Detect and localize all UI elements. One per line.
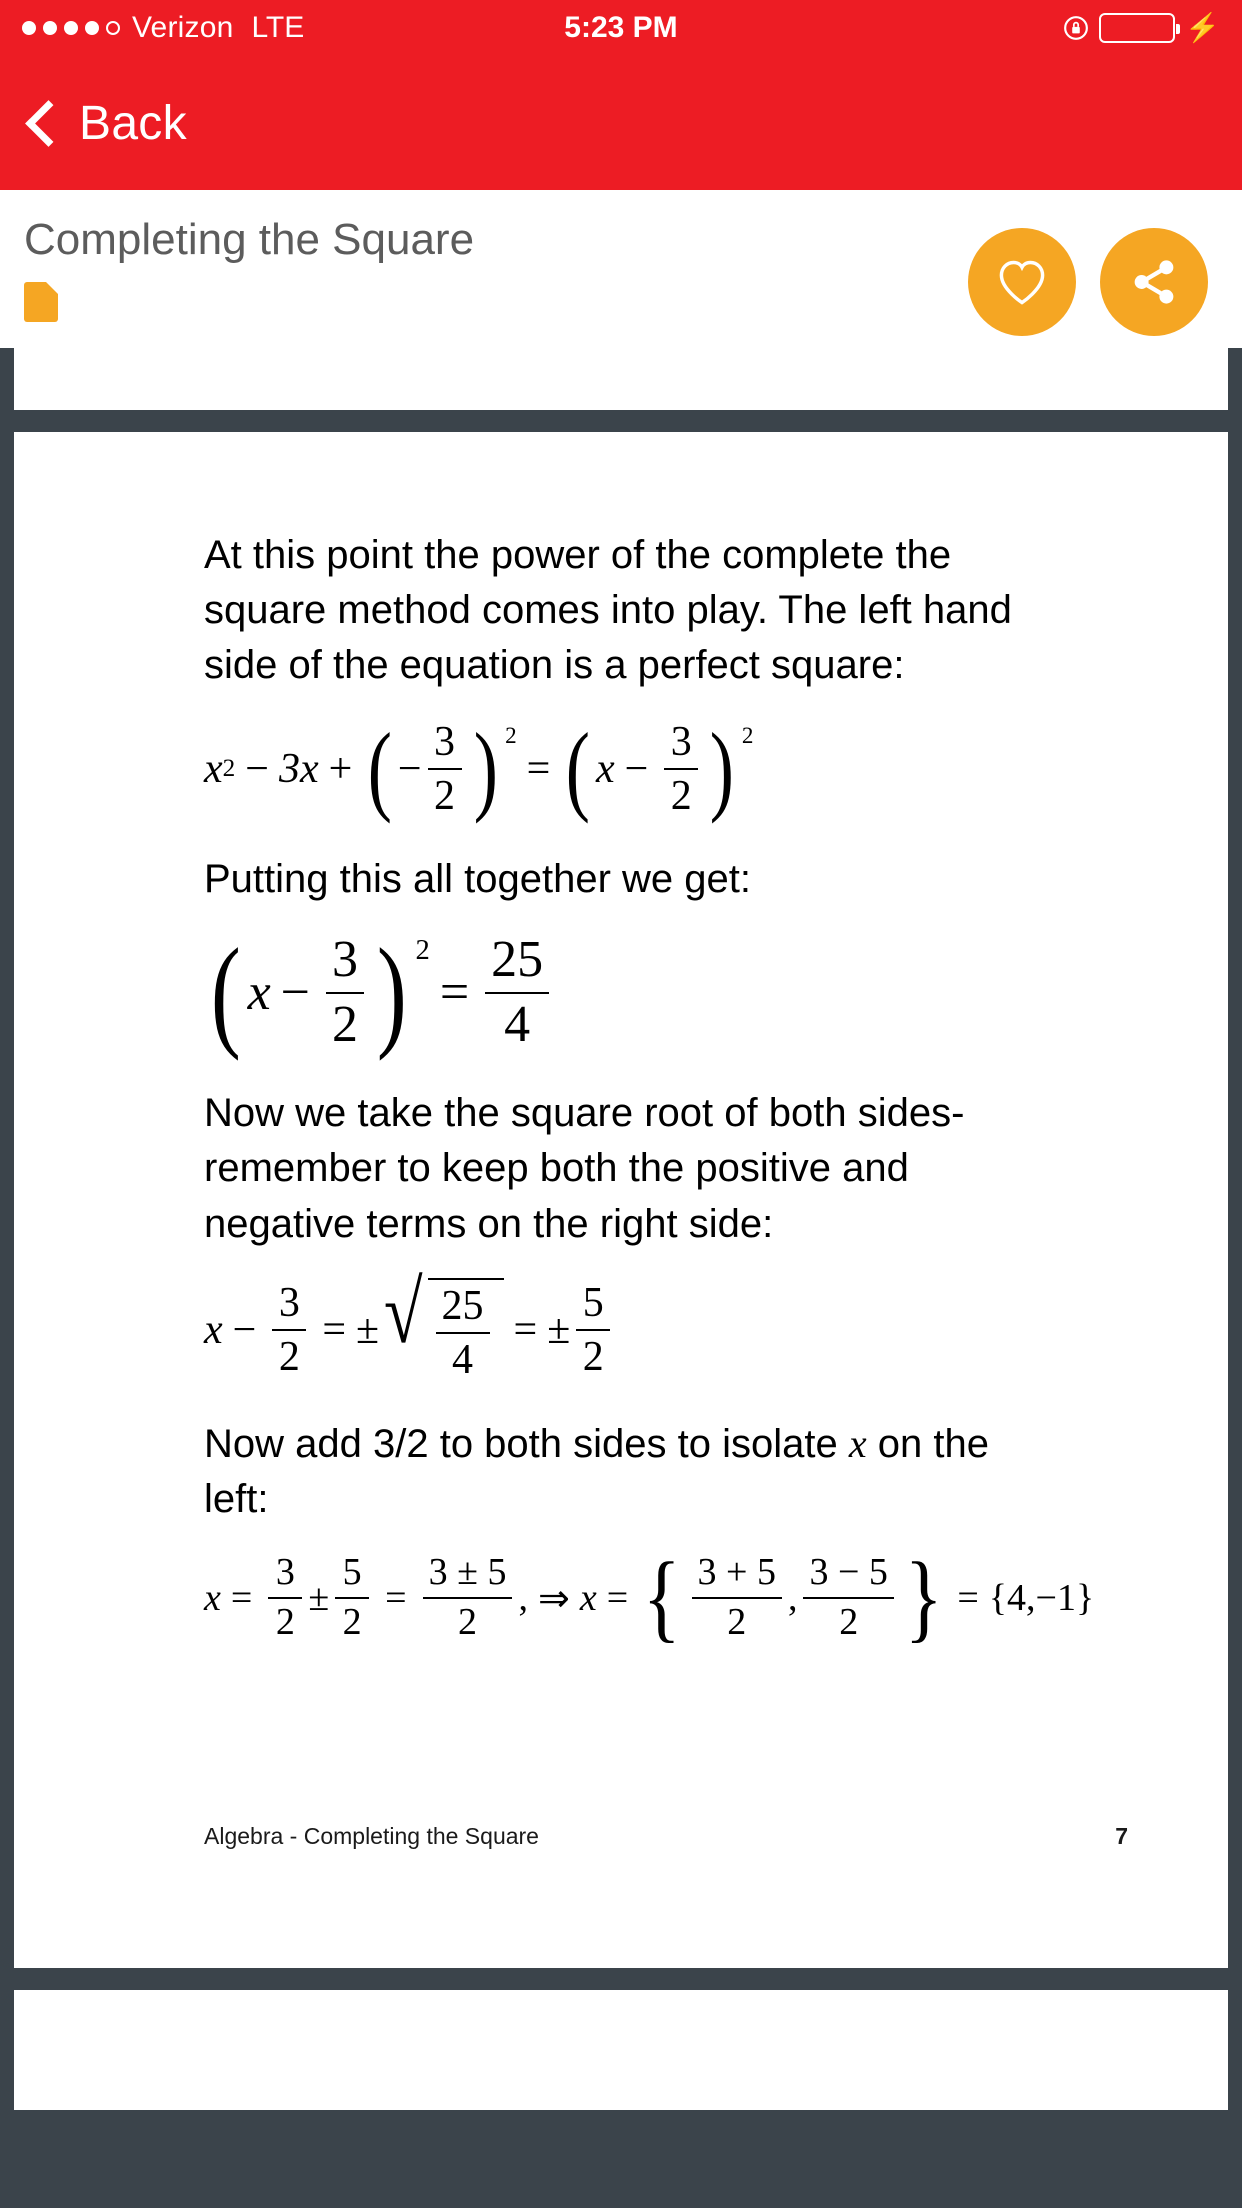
eq3-equals-2: = [513,1306,538,1353]
eq1-close-paren-2: ) [709,712,735,825]
lock-rotation-icon [1063,15,1089,41]
status-clock: 5:23 PM [564,11,678,44]
eq1-rhs-var: x [595,745,615,792]
eq4-set-f1-num: 3 + 5 [697,1551,776,1594]
eq4-f3-num: 3 ± 5 [428,1551,507,1594]
eq1-rhs-minus: − [624,745,649,792]
eq3-f1-num: 3 [278,1279,300,1326]
eq2-equals: = [439,964,470,1022]
status-bar [0,0,1242,56]
document-reader[interactable] [0,348,1242,2208]
back-button-label: Back [79,96,187,150]
eq4-result: {4,−1} [988,1577,1095,1620]
eq2-var: x [247,964,271,1022]
navigation-bar [0,56,1242,190]
equation-2 [204,923,1128,1062]
paragraph-3: Now we take the square root of both sides- remember to keep both the positive and negative terms on the right side: [204,1091,965,1246]
lightning-bolt-icon: ⚡ [1185,12,1220,43]
eq3-fraction-2 [576,1281,610,1379]
equation-4 [204,1542,1128,1652]
eq3-equals-1: = [322,1306,347,1353]
signal-strength-icon [22,21,120,35]
favorite-button[interactable] [968,228,1076,336]
equation-3 [204,1263,1128,1383]
paragraph-4-part1: Now add 3/2 to both sides to isolate [204,1421,849,1466]
eq1-frac2-den: 2 [670,772,692,819]
eq4-open-brace: { [642,1542,681,1652]
next-page-edge [14,1990,1228,2110]
eq1-open-paren-2: ( [566,712,591,825]
eq2-minus: − [280,964,310,1022]
eq3-plusminus-2: ± [547,1306,571,1353]
eq3-plusminus-1: ± [356,1306,380,1353]
paragraph-2: Putting this all together we get: [204,856,751,901]
eq4-set-comma: , [787,1577,798,1620]
eq4-f2-num: 5 [342,1551,362,1594]
eq2-rhs-den: 4 [504,995,531,1053]
network-type: LTE [251,11,305,44]
page-title: Completing the Square [24,215,475,264]
battery-icon [1099,13,1175,43]
eq1-frac1-den: 2 [434,772,456,819]
equation-1: x 2 − 3x + ( − $\frac{3}{2}$ ) 2 = ( x − $\frac{3}{2}$ ) 2 [204,712,754,825]
eq4-set-fraction-1 [692,1553,782,1643]
eq4-equals-1: = [230,1577,253,1620]
document-page [14,432,1228,1968]
eq4-f1-den: 2 [275,1601,295,1644]
eq1-close-paren: ) [473,712,498,825]
eq3-f1-den: 2 [278,1333,300,1380]
eq4-set-f1-den: 2 [727,1601,747,1644]
eq3-fraction-1 [272,1281,306,1379]
paragraph-4-variable: x [848,1420,867,1466]
back-button[interactable] [24,96,187,151]
heart-icon [996,258,1048,306]
eq2-frac-num: 3 [331,930,358,988]
eq3-square-root [379,1263,503,1383]
eq4-equals-3: = [606,1577,629,1620]
eq2-rhs-fraction [485,930,549,1053]
eq3-root-num: 25 [441,1282,484,1329]
eq1-fraction-2 [664,720,698,818]
eq4-var: x [204,1577,221,1620]
eq1-power-1: 2 [505,721,517,748]
eq1-frac1-num: 3 [434,718,456,765]
eq3-root-den: 4 [452,1336,473,1383]
eq4-close-brace: } [904,1542,943,1652]
eq1-plus: + [328,745,353,792]
eq4-equals-4: = [957,1577,979,1620]
eq4-comma: , [518,1577,528,1620]
share-icon [1127,255,1181,309]
eq3-root-fraction [436,1284,490,1382]
eq4-f2-den: 2 [342,1601,362,1644]
eq1-term2: 3x [278,745,319,792]
eq4-set-f2-num: 3 − 5 [809,1551,888,1594]
eq2-open-paren: ( [210,923,241,1062]
eq4-implies: ⇒ [537,1577,570,1620]
paragraph-4-part2: on the left: [204,1421,989,1522]
carrier-name: Verizon [132,11,234,44]
share-button[interactable] [1100,228,1208,336]
eq1-frac1-sign: − [397,745,422,792]
chevron-left-icon [25,100,72,147]
document-title-bar [0,190,1242,348]
bookmark-book-icon[interactable] [24,282,58,322]
eq4-fraction-2 [335,1553,369,1643]
eq2-close-paren: ) [376,923,407,1062]
eq3-f2-den: 2 [582,1333,604,1380]
eq4-var-2: x [579,1577,597,1620]
eq1-power-2: 2 [741,721,754,748]
eq4-f1-num: 3 [275,1551,295,1594]
eq4-f3-den: 2 [458,1601,478,1644]
eq4-fraction-3 [423,1553,513,1643]
eq1-open-paren: ( [367,712,393,825]
eq3-f2-num: 5 [582,1279,604,1326]
paragraph-1: At this point the power of the complete the square method comes into play. The left hand side of the equation is a perfect square: [204,533,1012,688]
eq4-equals-2: = [385,1577,407,1620]
eq1-minus: − [245,745,269,792]
eq2-rhs-num: 25 [491,930,544,988]
carrier-group [22,11,304,45]
footer-page-number: 7 [1115,1823,1128,1849]
eq1-fraction-1 [428,720,462,818]
eq3-var: x [204,1306,223,1353]
footer-caption: Algebra - Completing the Square [204,1823,539,1849]
eq4-fraction-1 [268,1553,302,1643]
page-footer [204,1823,1128,1850]
eq1-lhs-var: x [204,745,223,792]
radical-sign-icon: √ [383,1263,423,1362]
eq4-set-f2-den: 2 [839,1601,859,1644]
eq2-frac-den: 2 [331,995,358,1053]
title-left-group [24,216,474,322]
eq3-minus: − [232,1306,257,1353]
eq2-power: 2 [415,934,430,966]
action-buttons [968,216,1208,336]
paragraph-4 [204,1416,1024,1527]
eq1-equals: = [526,745,551,792]
status-right-group [1063,13,1220,43]
eq4-plusminus: ± [308,1577,330,1620]
eq1-frac2-num: 3 [670,718,692,765]
eq2-fraction [326,930,364,1053]
previous-page-edge [14,348,1228,410]
eq4-set-fraction-2 [803,1553,893,1643]
